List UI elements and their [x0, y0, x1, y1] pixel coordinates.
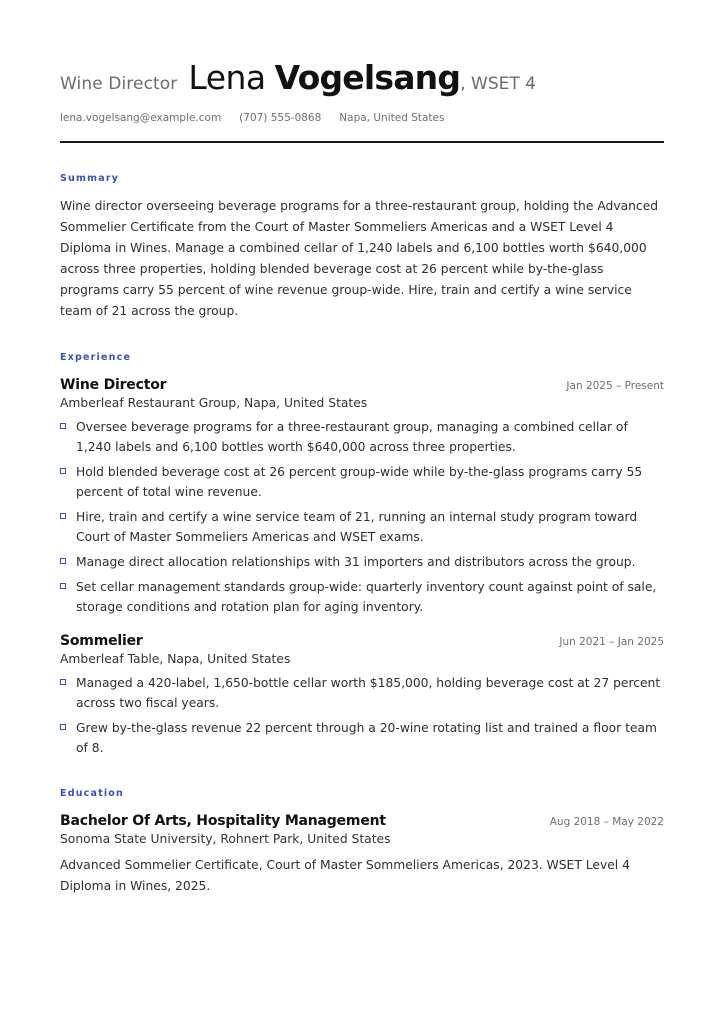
- job-company: Amberleaf Restaurant Group, Napa, United States: [60, 396, 368, 410]
- job-bullets: [60, 673, 664, 758]
- job-header: [60, 377, 664, 393]
- job-entry: [60, 633, 664, 758]
- square-bullet-icon: [60, 423, 66, 429]
- bullet-item: [60, 552, 664, 572]
- contact-email: lena.vogelsang@example.com: [60, 112, 222, 124]
- bullet-item: [60, 673, 664, 713]
- bullet-item: [60, 577, 664, 617]
- square-bullet-icon: [60, 583, 66, 589]
- job-bullets: [60, 417, 664, 617]
- job-header: [60, 633, 664, 649]
- bullet-item: [60, 462, 664, 502]
- bullet-text: Hold blended beverage cost at 26 percent group-wide while by-the-glass programs carry 55 percent of total wine revenue.: [76, 465, 643, 499]
- summary-text: Wine director overseeing beverage programs for a three-restaurant group, holding the Advanced Sommelier Certificate from the Court of Master Sommeliers Americas and a WSET Level 4 Diploma in Wines. Manage a combined cellar of 1,240 labels and 6,100 bottles worth $640,000 across three properties, holding blended beverage cost at 26 percent while by-the-glass programs carry 55 percent of wine revenue group-wide. Hire, train and certify a wine service team of 21 across the group.: [60, 199, 659, 318]
- header-credential: , WSET 4: [460, 74, 536, 94]
- job-dates: Jan 2025 – Present: [566, 380, 664, 392]
- job-dates: Jun 2021 – Jan 2025: [559, 636, 664, 648]
- job-title: Sommelier: [60, 633, 143, 649]
- square-bullet-icon: [60, 679, 66, 685]
- square-bullet-icon: [60, 468, 66, 474]
- education-dates: Aug 2018 – May 2022: [549, 816, 664, 828]
- education-heading: Education: [60, 788, 124, 799]
- resume-header: [60, 58, 664, 143]
- bullet-item: [60, 718, 664, 758]
- square-bullet-icon: [60, 724, 66, 730]
- first-name: Lena: [188, 58, 266, 97]
- degree-title: Bachelor Of Arts, Hospitality Management: [60, 813, 386, 829]
- contact-location: Napa, United States: [339, 112, 445, 124]
- experience-section: [60, 352, 664, 758]
- square-bullet-icon: [60, 558, 66, 564]
- bullet-text: Manage direct allocation relationships with 31 importers and distributors across the group.: [76, 555, 636, 569]
- education-section: [60, 788, 664, 897]
- square-bullet-icon: [60, 513, 66, 519]
- contact-line: [60, 112, 664, 124]
- header-role: Wine Director: [60, 74, 178, 94]
- bullet-text: Grew by-the-glass revenue 22 percent through a 20-wine rotating list and trained a floor team of 8.: [76, 721, 657, 755]
- last-name: Vogelsang: [274, 58, 461, 97]
- header-divider: [60, 141, 664, 143]
- education-entry: [60, 813, 664, 897]
- bullet-item: [60, 417, 664, 457]
- summary-section: [60, 173, 664, 322]
- school-name: Sonoma State University, Rohnert Park, United States: [60, 832, 391, 846]
- job-company: Amberleaf Table, Napa, United States: [60, 652, 291, 666]
- summary-heading: Summary: [60, 173, 120, 184]
- bullet-text: Set cellar management standards group-wide: quarterly inventory count against point of sale, storage conditions and rotation plan for aging inventory.: [76, 580, 657, 614]
- job-title: Wine Director: [60, 377, 167, 393]
- job-entry: [60, 377, 664, 617]
- bullet-item: [60, 507, 664, 547]
- bullet-text: Hire, train and certify a wine service team of 21, running an internal study program toward Court of Master Sommeliers Americas and WSET exams.: [76, 510, 638, 544]
- bullet-text: Oversee beverage programs for a three-restaurant group, managing a combined cellar of 1,240 labels and 6,100 bottles worth $640,000 across three properties.: [76, 420, 628, 454]
- name-line: [60, 58, 664, 97]
- education-note: Advanced Sommelier Certificate, Court of Master Sommeliers Americas, 2023. WSET Level 4 Diploma in Wines, 2025.: [60, 858, 630, 893]
- bullet-text: Managed a 420-label, 1,650-bottle cellar worth $185,000, holding beverage cost at 27 percent across two fiscal years.: [76, 676, 661, 710]
- contact-phone: (707) 555-0868: [239, 112, 322, 124]
- education-header: [60, 813, 664, 829]
- experience-heading: Experience: [60, 352, 132, 363]
